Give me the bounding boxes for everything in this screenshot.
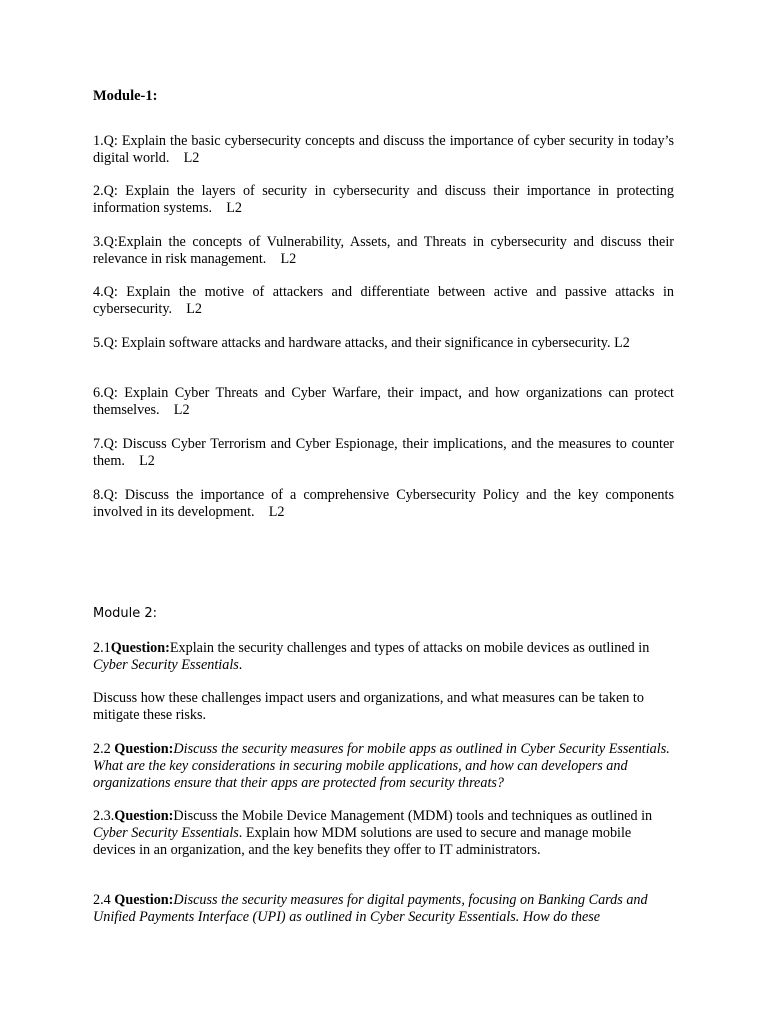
question-label: Question: [114, 808, 174, 824]
question-label: Question: [110, 640, 170, 656]
question-text: Discuss the security measures for mobile apps as outlined in Cyber Security Essentials. What are the key considerations in securing mobile applications, and how can developers and organizations ensure that their apps are protected from security threats? [93, 741, 670, 791]
question-1-5 [93, 335, 674, 352]
question-1-3 [93, 234, 674, 268]
question-text: 6.Q: Explain Cyber Threats and Cyber Warfare, their impact, and how organizations can protect themselves. [93, 385, 674, 418]
question-2-4 [93, 892, 674, 926]
question-number: 2.3. [93, 808, 115, 824]
question-level: L2 [226, 200, 242, 216]
question-number: 2.2 [93, 741, 115, 757]
question-text: 2.Q: Explain the layers of security in cybersecurity and discuss their importance in protecting information systems. [93, 183, 674, 216]
question-text-end: . [238, 657, 243, 673]
question-1-6 [93, 385, 674, 419]
question-level: L2 [268, 504, 285, 520]
question-1-1 [93, 133, 674, 167]
question-1-2 [93, 183, 674, 217]
question-text: 5.Q: Explain software attacks and hardware attacks, and their significance in cybersecurity. [93, 335, 611, 351]
question-number: 2.4 [93, 892, 115, 908]
question-text: 8.Q: Discuss the importance of a comprehensive Cybersecurity Policy and the key components involved in its development. [93, 487, 674, 520]
question-level: L2 [173, 402, 190, 418]
question-text: 1.Q: Explain the basic cybersecurity concepts and discuss the importance of cyber security in today’s digital world. [93, 133, 674, 166]
question-text: 7.Q: Discuss Cyber Terrorism and Cyber Espionage, their implications, and the measures to counter them. [93, 436, 674, 469]
question-label: Question: [114, 741, 174, 757]
book-title: Cyber Security Essentials [93, 657, 239, 673]
question-text: Explain the security challenges and types of attacks on mobile devices as outlined in [169, 640, 650, 656]
question-text-end: . Explain how MDM solutions are used to secure and manage mobile devices in an organization, and the key benefits they offer to IT administrators. [93, 825, 632, 858]
question-level: L2 [139, 453, 155, 469]
question-text: Discuss the Mobile Device Management (MDM) tools and techniques as outlined in [173, 808, 653, 824]
question-text: 3.Q:Explain the concepts of Vulnerability, Assets, and Threats in cybersecurity and discuss their relevance in risk management. [93, 234, 674, 267]
question-label: Question: [114, 892, 174, 908]
book-title: Cyber Security Essentials [93, 825, 239, 841]
question-level: L2 [614, 335, 630, 351]
question-level: L2 [186, 301, 202, 317]
question-1-4 [93, 284, 674, 318]
question-1-8 [93, 487, 674, 521]
question-2-3 [93, 808, 674, 859]
question-number: 2.1 [93, 640, 111, 656]
question-level: L2 [280, 251, 297, 267]
module-1-heading: Module-1: [93, 88, 158, 104]
question-level: L2 [183, 150, 200, 166]
question-2-1-followup: Discuss how these challenges impact users and organizations, and what measures can be taken to mitigate these risks. [93, 690, 644, 723]
question-text: 4.Q: Explain the motive of attackers and differentiate between active and passive attacks in cybersecurity. [93, 284, 674, 317]
question-1-7 [93, 436, 674, 470]
question-2-2 [93, 741, 674, 792]
question-text: Discuss the security measures for digital payments, focusing on Banking Cards and Unified Payments Interface (UPI) as outlined in Cyber Security Essentials. How do these [93, 892, 648, 925]
question-2-1 [93, 640, 674, 674]
module-2-heading: Module 2: [93, 606, 158, 621]
